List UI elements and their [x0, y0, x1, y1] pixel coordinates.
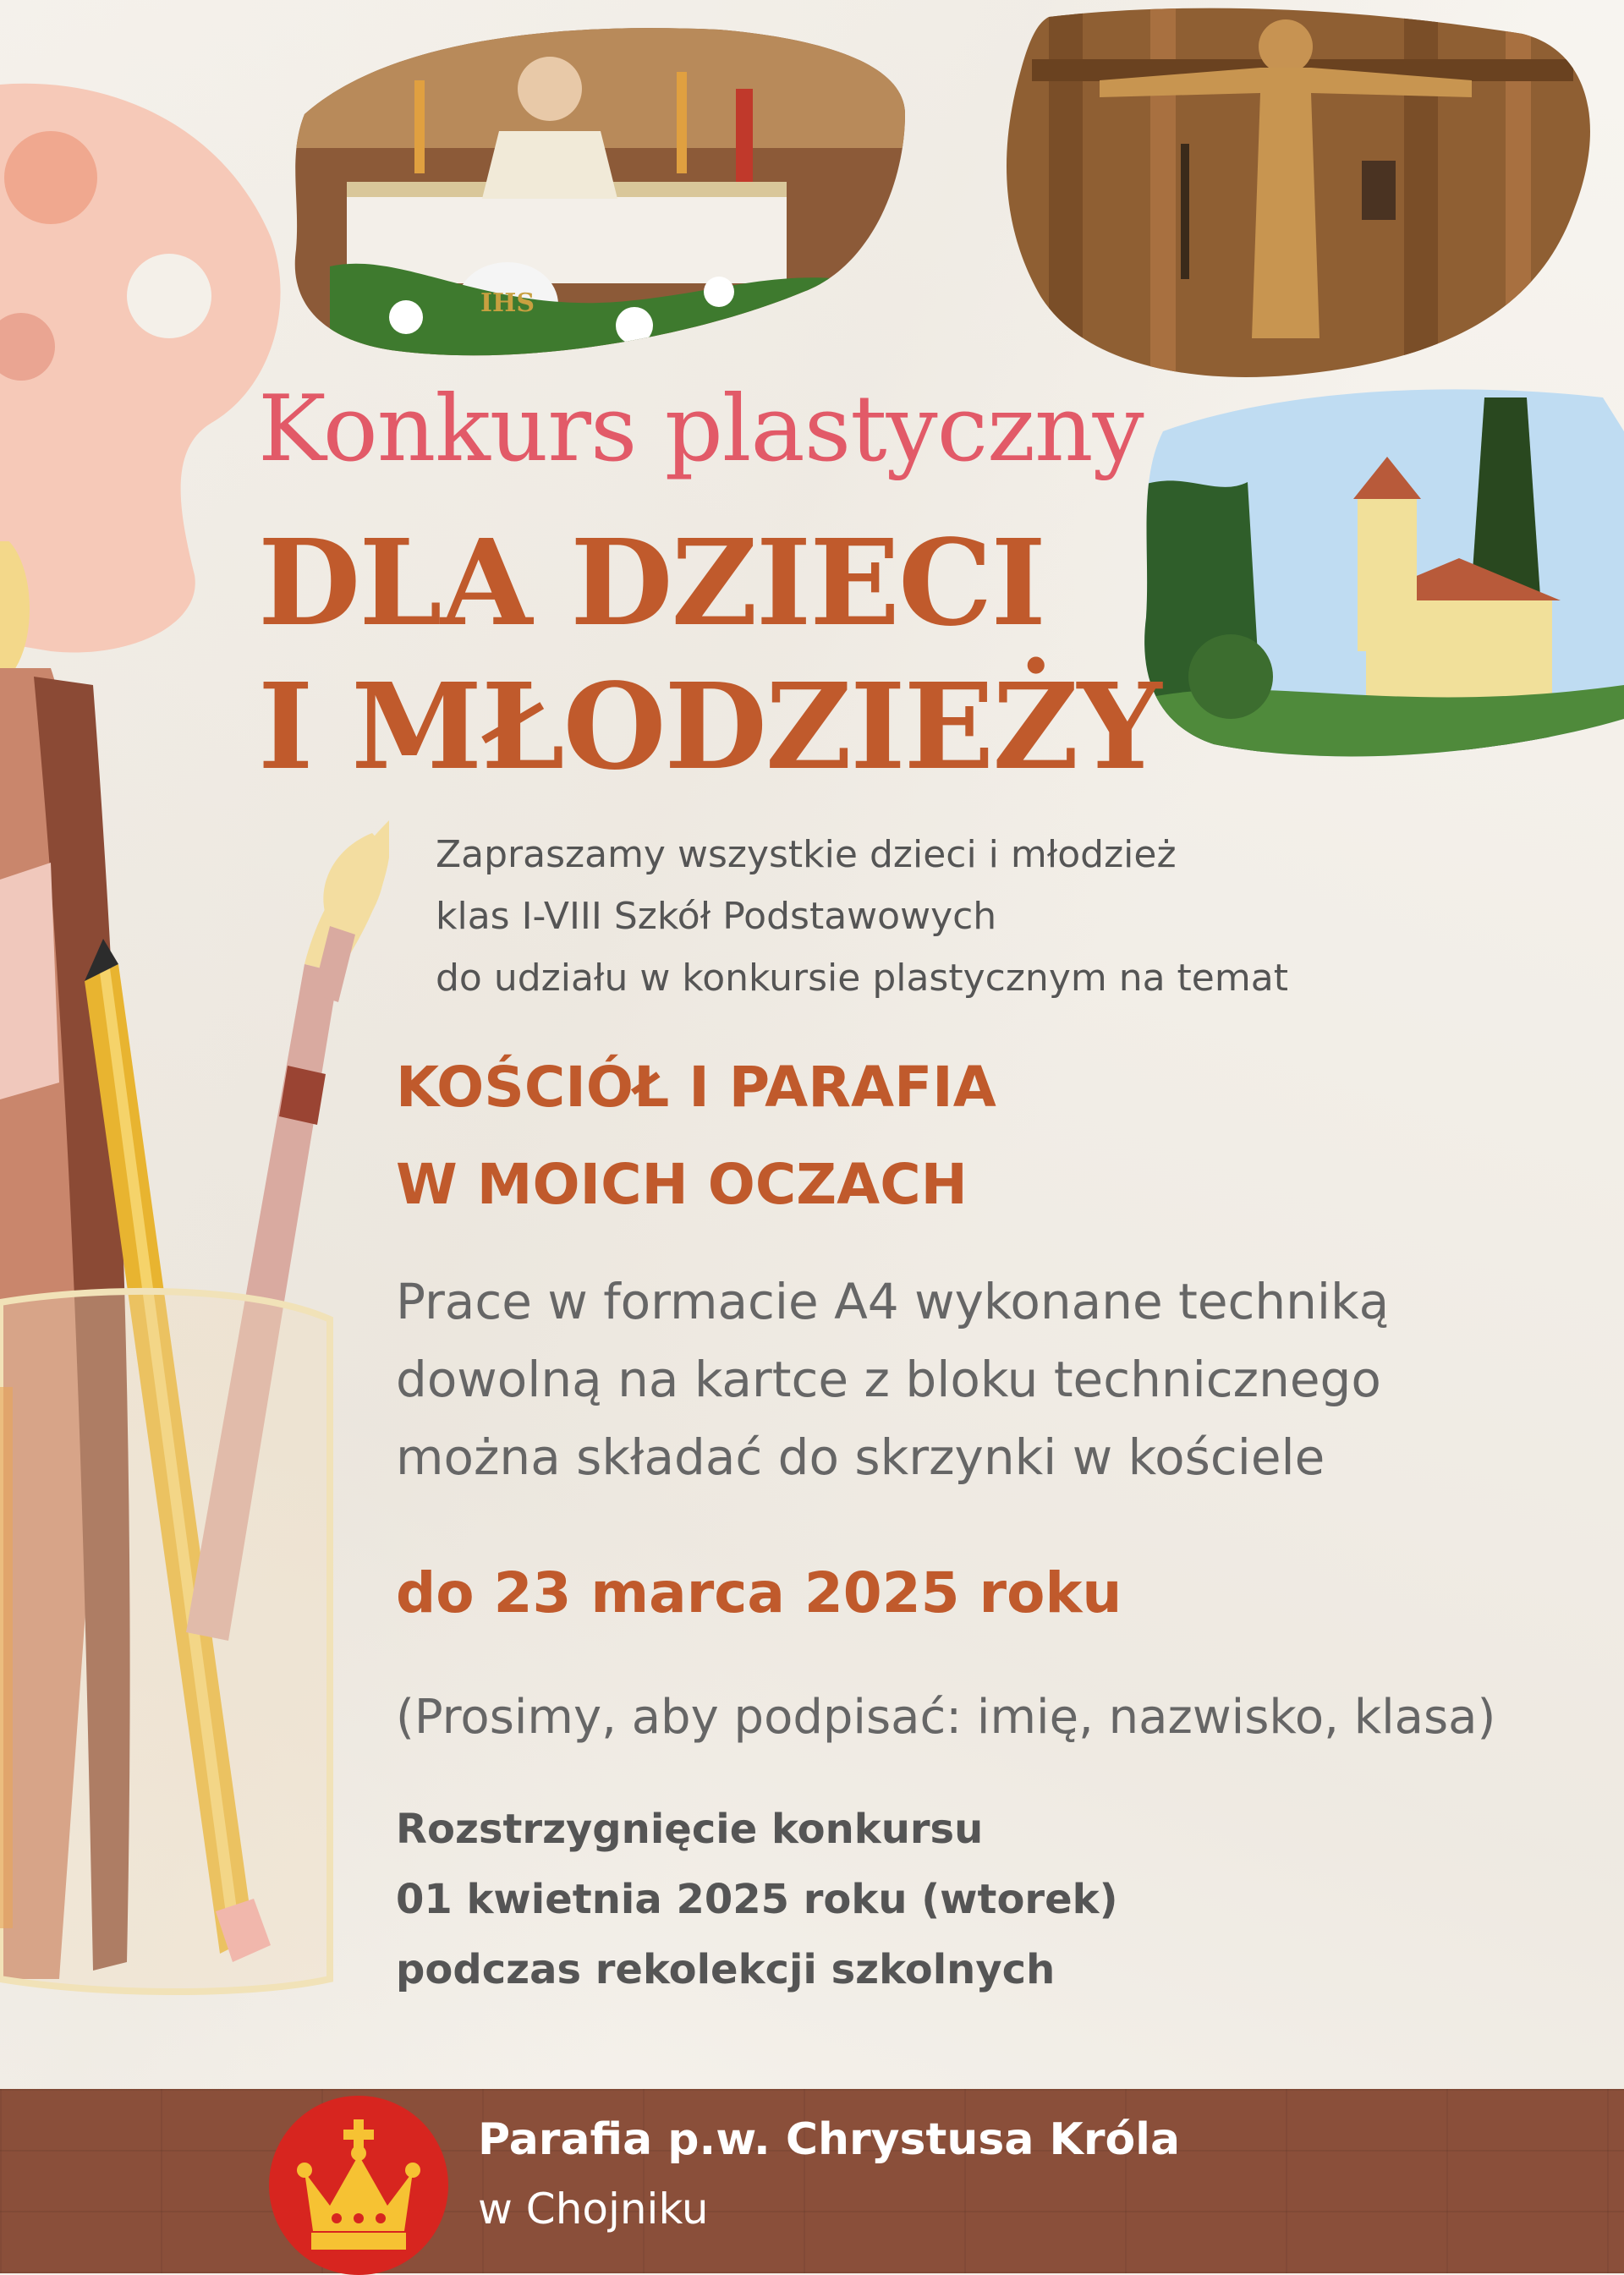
- title-script: Konkurs plastyczny: [258, 376, 1144, 482]
- paintbrush-icon: [279, 825, 414, 1002]
- deadline: do 23 marca 2025 roku: [396, 1560, 1122, 1625]
- crown-icon: [269, 2096, 448, 2275]
- parish-crest: [269, 2096, 448, 2275]
- theme-line-2: W MOICH OCZACH: [396, 1152, 968, 1217]
- altar-photo: [279, 13, 922, 368]
- details-line-1: Prace w formacie A4 wykonane techniką: [396, 1273, 1390, 1330]
- signature-note: (Prosimy, aby podpisać: imię, nazwisko, klasa): [396, 1690, 1496, 1745]
- details-line-2: dowolną na kartce z bloku technicznego: [396, 1351, 1381, 1408]
- church-photo: [1129, 364, 1624, 770]
- intro-line-1: Zapraszamy wszystkie dzieci i młodzież: [436, 833, 1177, 876]
- title-line-1: DLA DZIECI: [258, 514, 1045, 653]
- title-line-2: I MŁODZIEŻY: [258, 658, 1160, 797]
- ihs-label: IHS: [480, 288, 535, 318]
- footer-location: w Chojniku: [478, 2185, 709, 2234]
- footer-parish-name: Parafia p.w. Chrystusa Króla: [478, 2114, 1181, 2165]
- intro-line-3: do udziału w konkursie plastycznym na temat: [436, 957, 1288, 1000]
- details-line-3: można składać do skrzynki w kościele: [396, 1428, 1325, 1486]
- result-line-3: podczas rekolekcji szkolnych: [396, 1946, 1056, 1993]
- crucifix-photo: [981, 0, 1607, 389]
- intro-line-2: klas I-VIII Szkół Podstawowych: [436, 895, 997, 938]
- result-line-2: 01 kwietnia 2025 roku (wtorek): [396, 1876, 1118, 1923]
- result-line-1: Rozstrzygnięcie konkursu: [396, 1806, 984, 1853]
- theme-line-1: KOŚCIÓŁ I PARAFIA: [396, 1055, 996, 1120]
